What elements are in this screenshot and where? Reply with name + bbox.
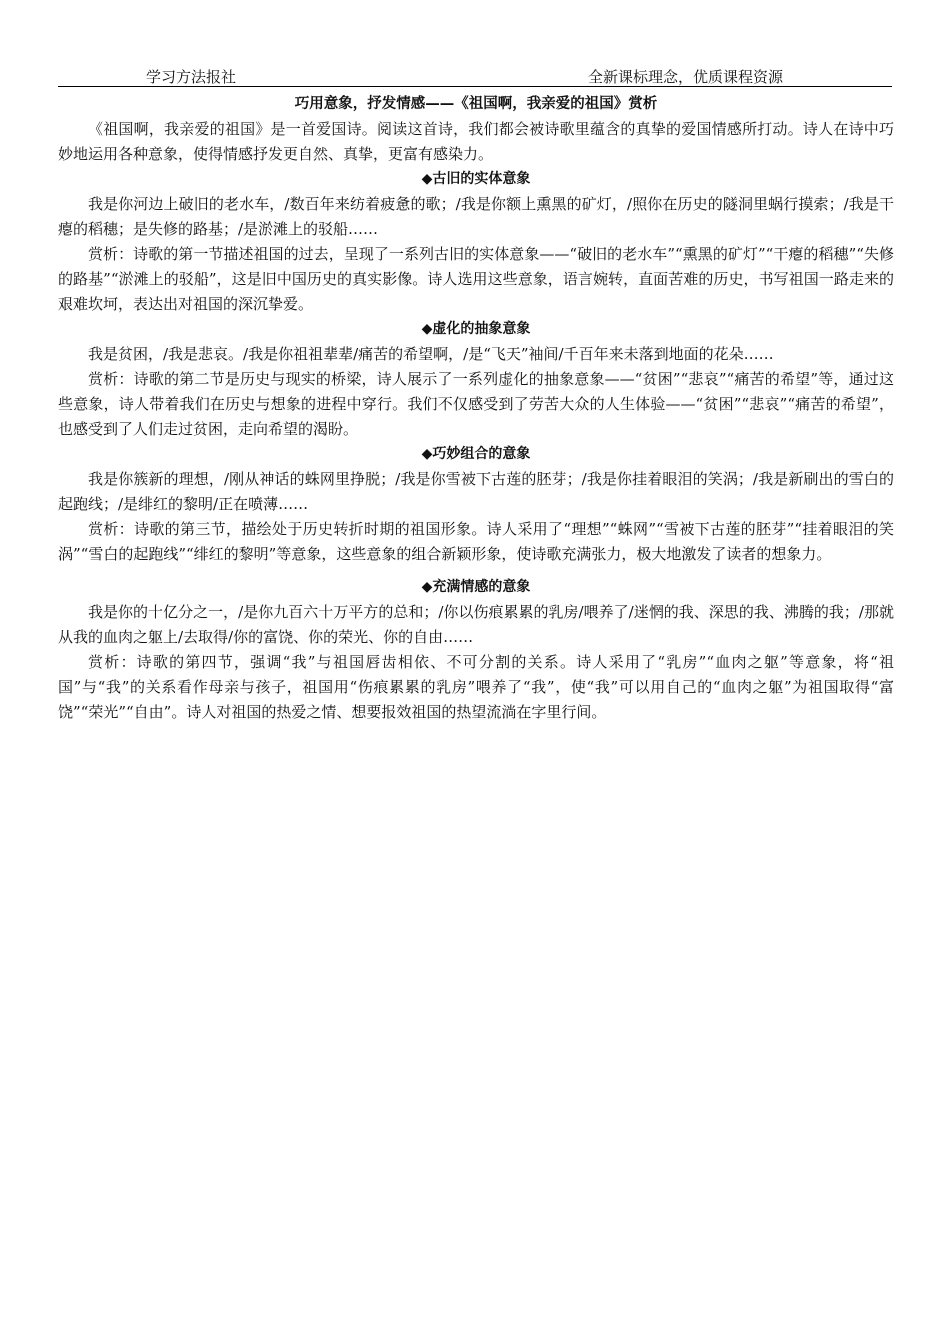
- page-header: [58, 64, 892, 87]
- analysis-paragraph: 赏析：诗歌的第三节，描绘处于历史转折时期的祖国形象。诗人采用了“理想”“蛛网”“雪被下古莲的胚芽”“挂着眼泪的笑涡”“雪白的起跑线”“绯红的黎明”等意象，这些意象的组合新颖形象，使诗歌充满张力，极大地激发了读者的想象力。: [58, 520, 894, 563]
- intro-paragraph: 《祖国啊，我亲爱的祖国》是一首爱国诗。阅读这首诗，我们都会被诗歌里蕴含的真挚的爱国情感所打动。诗人在诗中巧妙地运用各种意象，使得情感抒发更自然、真挚，更富有感染力。: [58, 120, 894, 163]
- analysis-paragraph: 赏析：诗歌的第二节是历史与现实的桥梁，诗人展示了一系列虚化的抽象意象——“贫困”“悲哀”“痛苦的希望”等，通过这些意象，诗人带着我们在历史与想象的进程中穿行。我们不仅感受到了劳苦大众的人生体验——“贫困”“悲哀”“痛苦的希望”，也感受到了人们走过贫困，走向希望的渴盼。: [58, 370, 894, 438]
- header-slogan: 全新课标理念，优质课程资源: [588, 68, 784, 86]
- section-heading: ◆古旧的实体意象: [421, 171, 531, 187]
- poem-excerpt: 我是你簇新的理想，/刚从神话的蛛网里挣脱；/我是你雪被下古莲的胚芽；/我是你挂着眼泪的笑涡；/我是新刷出的雪白的起跑线；/是绯红的黎明/正在喷薄……: [58, 470, 894, 513]
- poem-excerpt: 我是贫困，/我是悲哀。/我是你祖祖辈辈/痛苦的希望啊，/是“飞天”袖间/千百年来未落到地面的花朵……: [88, 345, 774, 363]
- section-heading: ◆虚化的抽象意象: [421, 321, 531, 337]
- analysis-paragraph: 赏析：诗歌的第一节描述祖国的过去，呈现了一系列古旧的实体意象——“破旧的老水车”“熏黑的矿灯”“干瘪的稻穗”“失修的路基”“淤滩上的驳船”，这是旧中国历史的真实影像。诗人选用这些意象，语言婉转，直面苦难的历史，书写祖国一路走来的艰难坎坷，表达出对祖国的深沉挚爱。: [58, 245, 894, 313]
- poem-excerpt: 我是你河边上破旧的老水车，/数百年来纺着疲惫的歌；/我是你额上熏黑的矿灯，/照你在历史的隧洞里蜗行摸索；/我是干瘪的稻穗；是失修的路基；/是淤滩上的驳船……: [58, 195, 894, 238]
- section-heading: ◆巧妙组合的意象: [421, 446, 531, 462]
- analysis-paragraph: 赏析：诗歌的第四节，强调“我”与祖国唇齿相依、不可分割的关系。诗人采用了“乳房”“血肉之躯”等意象，将“祖国”与“我”的关系看作母亲与孩子，祖国用“伤痕累累的乳房”喂养了“我”，使“我”可以用自己的“血肉之躯”为祖国取得“富饶”“荣光”“自由”。诗人对祖国的热爱之情、想要报效祖国的热望流淌在字里行间。: [58, 653, 894, 721]
- article: [58, 92, 894, 725]
- article-title: 巧用意象，抒发情感——《祖国啊，我亲爱的祖国》赏析: [294, 96, 658, 112]
- header-publisher: 学习方法报社: [146, 68, 237, 86]
- section-heading: ◆充满情感的意象: [421, 579, 531, 595]
- poem-excerpt: 我是你的十亿分之一，/是你九百六十万平方的总和；/你以伤痕累累的乳房/喂养了/迷惘的我、深思的我、沸腾的我；/那就从我的血肉之躯上/去取得/你的富饶、你的荣光、你的自由……: [58, 603, 894, 646]
